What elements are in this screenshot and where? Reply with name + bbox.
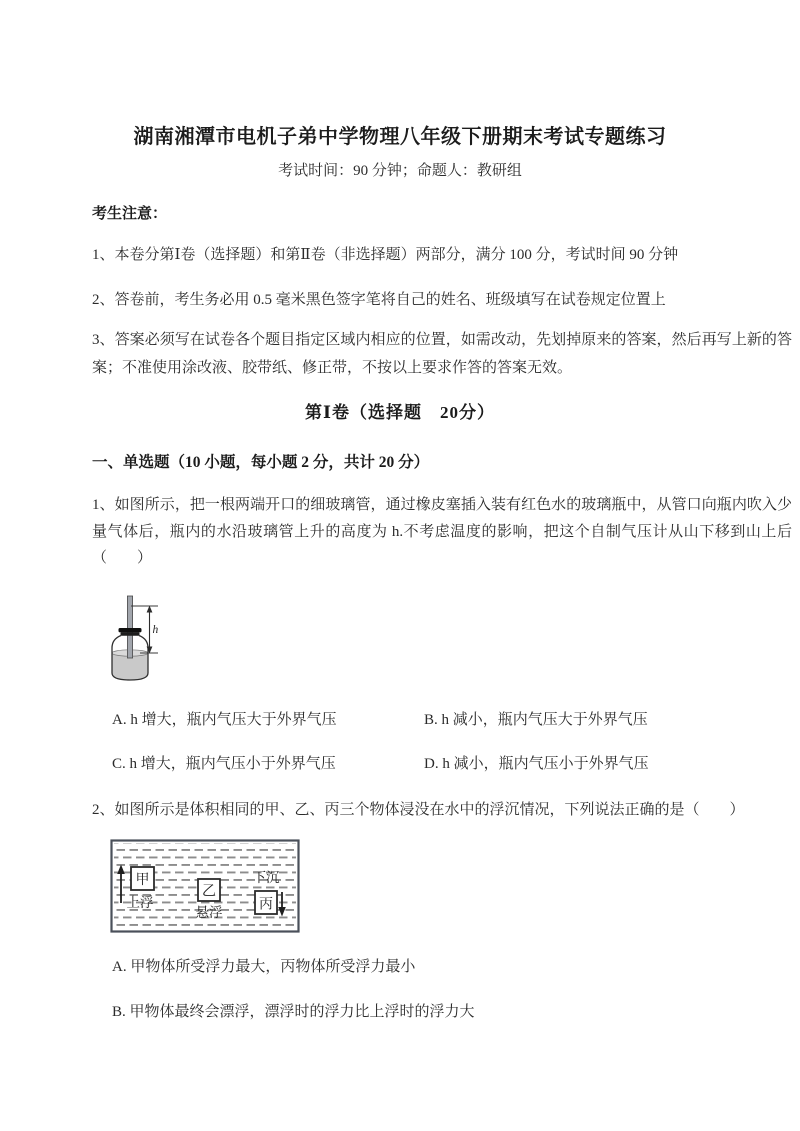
q2-option-b: B. 甲物体最终会漂浮，漂浮时的浮力比上浮时的浮力大 xyxy=(112,1004,475,1020)
sink-label: 下沉 xyxy=(252,870,280,885)
section-title: 第Ⅰ卷（选择题 20分） xyxy=(305,403,495,422)
float-up-label: 上浮 xyxy=(126,895,154,910)
q2-option-a: A. 甲物体所受浮力最大，丙物体所受浮力最小 xyxy=(112,959,416,975)
glass-tube xyxy=(127,596,132,658)
question-type-heading: 一、单选题（10 小题，每小题 2 分，共计 20 分） xyxy=(92,454,430,471)
question-1-figure xyxy=(100,588,220,698)
object-yi-label: 乙 xyxy=(202,884,216,900)
h-label: h xyxy=(152,624,159,636)
question-1-text: 1、如图所示，把一根两端开口的细玻璃管，通过橡皮塞插入装有红色水的玻璃瓶中，从管口向瓶内吹入少量气体后，瓶内的水沿玻璃管上升的高度为 h.不考虑温度的影响，把这个自制气压计从山下移到山上后（ ） xyxy=(92,497,792,566)
notice-item-1: 1、本卷分第Ⅰ卷（选择题）和第Ⅱ卷（非选择题）两部分，满分 100 分，考试时间 90 分钟 xyxy=(92,247,679,263)
notice-item-2: 2、答卷前，考生务必用 0.5 毫米黑色签字笔将自己的姓名、班级填写在试卷规定位置上 xyxy=(92,292,666,308)
q1-option-a: A. h 增大，瓶内气压大于外界气压 xyxy=(112,712,337,728)
exam-subtitle: 考试时间：90 分钟；命题人：教研组 xyxy=(278,163,522,179)
notice-heading: 考生注意： xyxy=(92,206,168,222)
notice-item-3: 3、答案必须写在试卷各个题目指定区域内相应的位置，如需改动，先划掉原来的答案，然后再写上新的答案；不准使用涂改液、胶带纸、修正带，不按以上要求作答的答案无效。 xyxy=(92,332,792,376)
rubber-stopper-band xyxy=(121,632,140,636)
object-jia-label: 甲 xyxy=(135,873,150,888)
float-tank-figure xyxy=(110,839,300,933)
question-2-text: 2、如图所示是体积相同的甲、乙、丙三个物体浸没在水中的浮沉情况，下列说法正确的是（ ） xyxy=(92,802,745,818)
q1-option-d: D. h 减小，瓶内气压小于外界气压 xyxy=(424,756,649,772)
object-bing-label: 丙 xyxy=(259,897,273,913)
rubber-stopper xyxy=(119,628,142,632)
question-2-figure xyxy=(110,839,300,933)
barometer-figure xyxy=(100,588,220,698)
q1-option-c: C. h 增大，瓶内气压小于外界气压 xyxy=(112,756,336,772)
suspend-label: 悬浮 xyxy=(195,905,223,920)
q1-option-b: B. h 减小，瓶内气压大于外界气压 xyxy=(424,712,648,728)
exam-title: 湖南湘潭市电机子弟中学物理八年级下册期末考试专题练习 xyxy=(133,126,667,148)
